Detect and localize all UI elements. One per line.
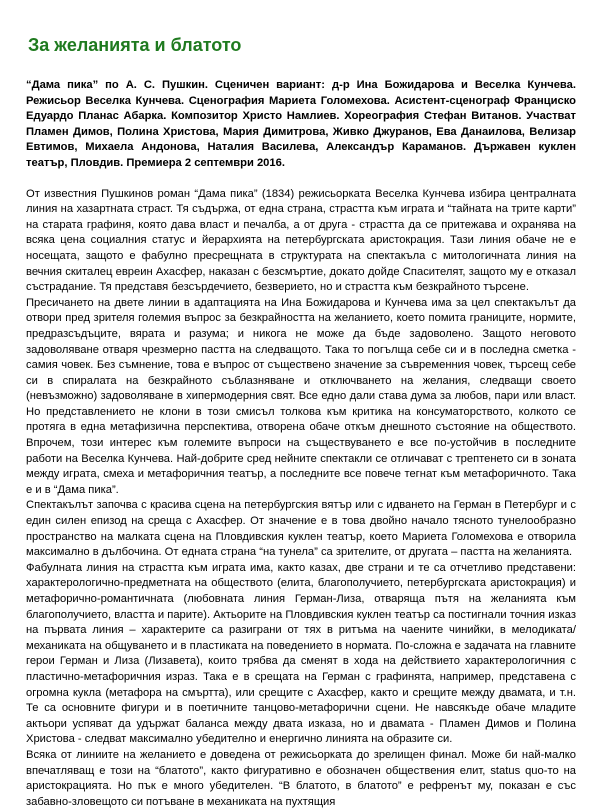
- paragraph-2: Пресичането на двете линии в адаптацията на Ина Божидарова и Кунчева има за цел спектакълът да отвори пред зрителя големия въпрос за безкрайността на желанието, което помита границите, нормите, предразсъдъците, вярата и разума; и никога не може да бъде задоволено. Защото неговото задоволяване отваря чрезмерно пастта на следващото. Така то погълща себе си и в последна сметка - самия човек. Без съмнение, това е въпрос от съществено значение за съвременния човек, търсещ себе си в спиралата на безкрайното съблазняване и отключването на желания, следващи своето (невъзможно) задоволяване в хипермодерния свят. Все едно дали става дума за любов, пари или власт. Но представлението не клони в този смисъл толкова към критика на консуматорството, колкото се протяга в една метафизична перспектива, отворена обаче откъм днешното състояние на обществото. Впрочем, този интерес към големите въпроси на съществуването е все по-устойчив в последните работи на Веселка Кунчева. Най-добрите сред нейните спектакли се отличават с трептенето си в зоната между играта, смеха и метафоричния театър, а последните все повече тегнат към метафоричното. Така е и в “Дама пика”.: [26, 296, 576, 496]
- paragraph-5: Всяка от линиите на желанието е доведена от режисьорката до зрелищен финал. Може би най-малко впечатляващ е този на “блатото”, както фигуративно е обозначен обществения елит, status quo-то на аристокрацията. Но пък е много убедителен. “В блатото, в блатото” е рефренът му, показан е със забавно-зловещото си потъване в механиката на пухтящия: [26, 748, 576, 808]
- article-title: За желанията и блатото: [28, 35, 242, 55]
- article-body: [26, 187, 576, 810]
- paragraph-4: Фабулната линия на страстта към играта има, както казах, две страни и те са отчетливо представени: характерологично-предметната на обществото (елита, благополучието, петербургската аристокрация) и метафорично-романтичната (любовната линия Герман-Лиза, отваряща пътя на желанията към благополучието, властта и парите). Актьорите на Пловдивския куклен театър са постигнали точния изказ на първата линия – характерите са разиграни от тях в ритъма на чаените чинийки, в мелодиката/механиката на общуването и в пластиката на поведението в нормата. По-сложна е задачата на главните герои Герман и Лиза (Лизавета), които трябва да сменят в хода на действието характерологичния с пластично-метафоричния израз. Така е в срещата на Герман с графинята, например, представена с огромна кукла (метафора на смъртта), или срещите с Ахасфер, както и срещите между двамата, и т.н. Те са основните фигури и в поетичните танцово-метафорични сцени. Не навсякъде обаче младите актьори успяват да удържат баланса между двата изказа, но и двамата - Пламен Димов и Полина Христова - следват максимално убедително и енергично линията на образите си.: [26, 561, 576, 746]
- paragraph-3: Спектакълът започва с красива сцена на петербургския вятър или с идването на Герман в Петербург и с един силен епизод на среща с Ахасфер. От значение е в това двойно начало тясното тунелообразно пространство на малката сцена на Пловдивския куклен театър, което Мариета Голомехова е отворила максимално в дълбочина. От едната страна “на тунела” са зрителите, от другата – пастта на желанията.: [26, 499, 576, 559]
- production-credits: “Дама пика” по А. С. Пушкин. Сценичен вариант: д-р Ина Божидарова и Веселка Кунчева. Режисьор Веселка Кунчева. Сценография Мариета Голомехова. Асистент-сценограф Франциско Едуардо Планас Абарка. Композитор Христо Намлиев. Хореография Стефан Витанов. Участват Пламен Димов, Полина Христова, Мария Димитрова, Живко Джуранов, Ева Данаилова, Велизар Евтимов, Михаела Андонова, Наталия Василева, Александър Караманов. Държавен куклен театър, Пловдив. Премиера 2 септември 2016.: [26, 79, 576, 169]
- article: [26, 34, 576, 810]
- paragraph-1: От известния Пушкинов роман “Дама пика” (1834) режисьорката Веселка Кунчева избира централната линия на хазартната страст. Тя съдържа, от една страна, страстта към играта и “тайната на трите карти” на старата графиня, която дава власт и печалба, а от друга - страстта да се притежава и охранява на всяка цена социалния статус и йерархията на петербургската аристокрация. Тази линия обаче не е носещата, защото е фабулно пресрещната в структурата на спектакъла с митологичната линия на вечния скиталец евреин Ахасфер, наказан с безсмъртие, докато дойде Спасителят, защото му е отказал състрадание. Тя представя безсърдечието, безверието, но и страстта към безкрайното търсене.: [26, 187, 576, 294]
